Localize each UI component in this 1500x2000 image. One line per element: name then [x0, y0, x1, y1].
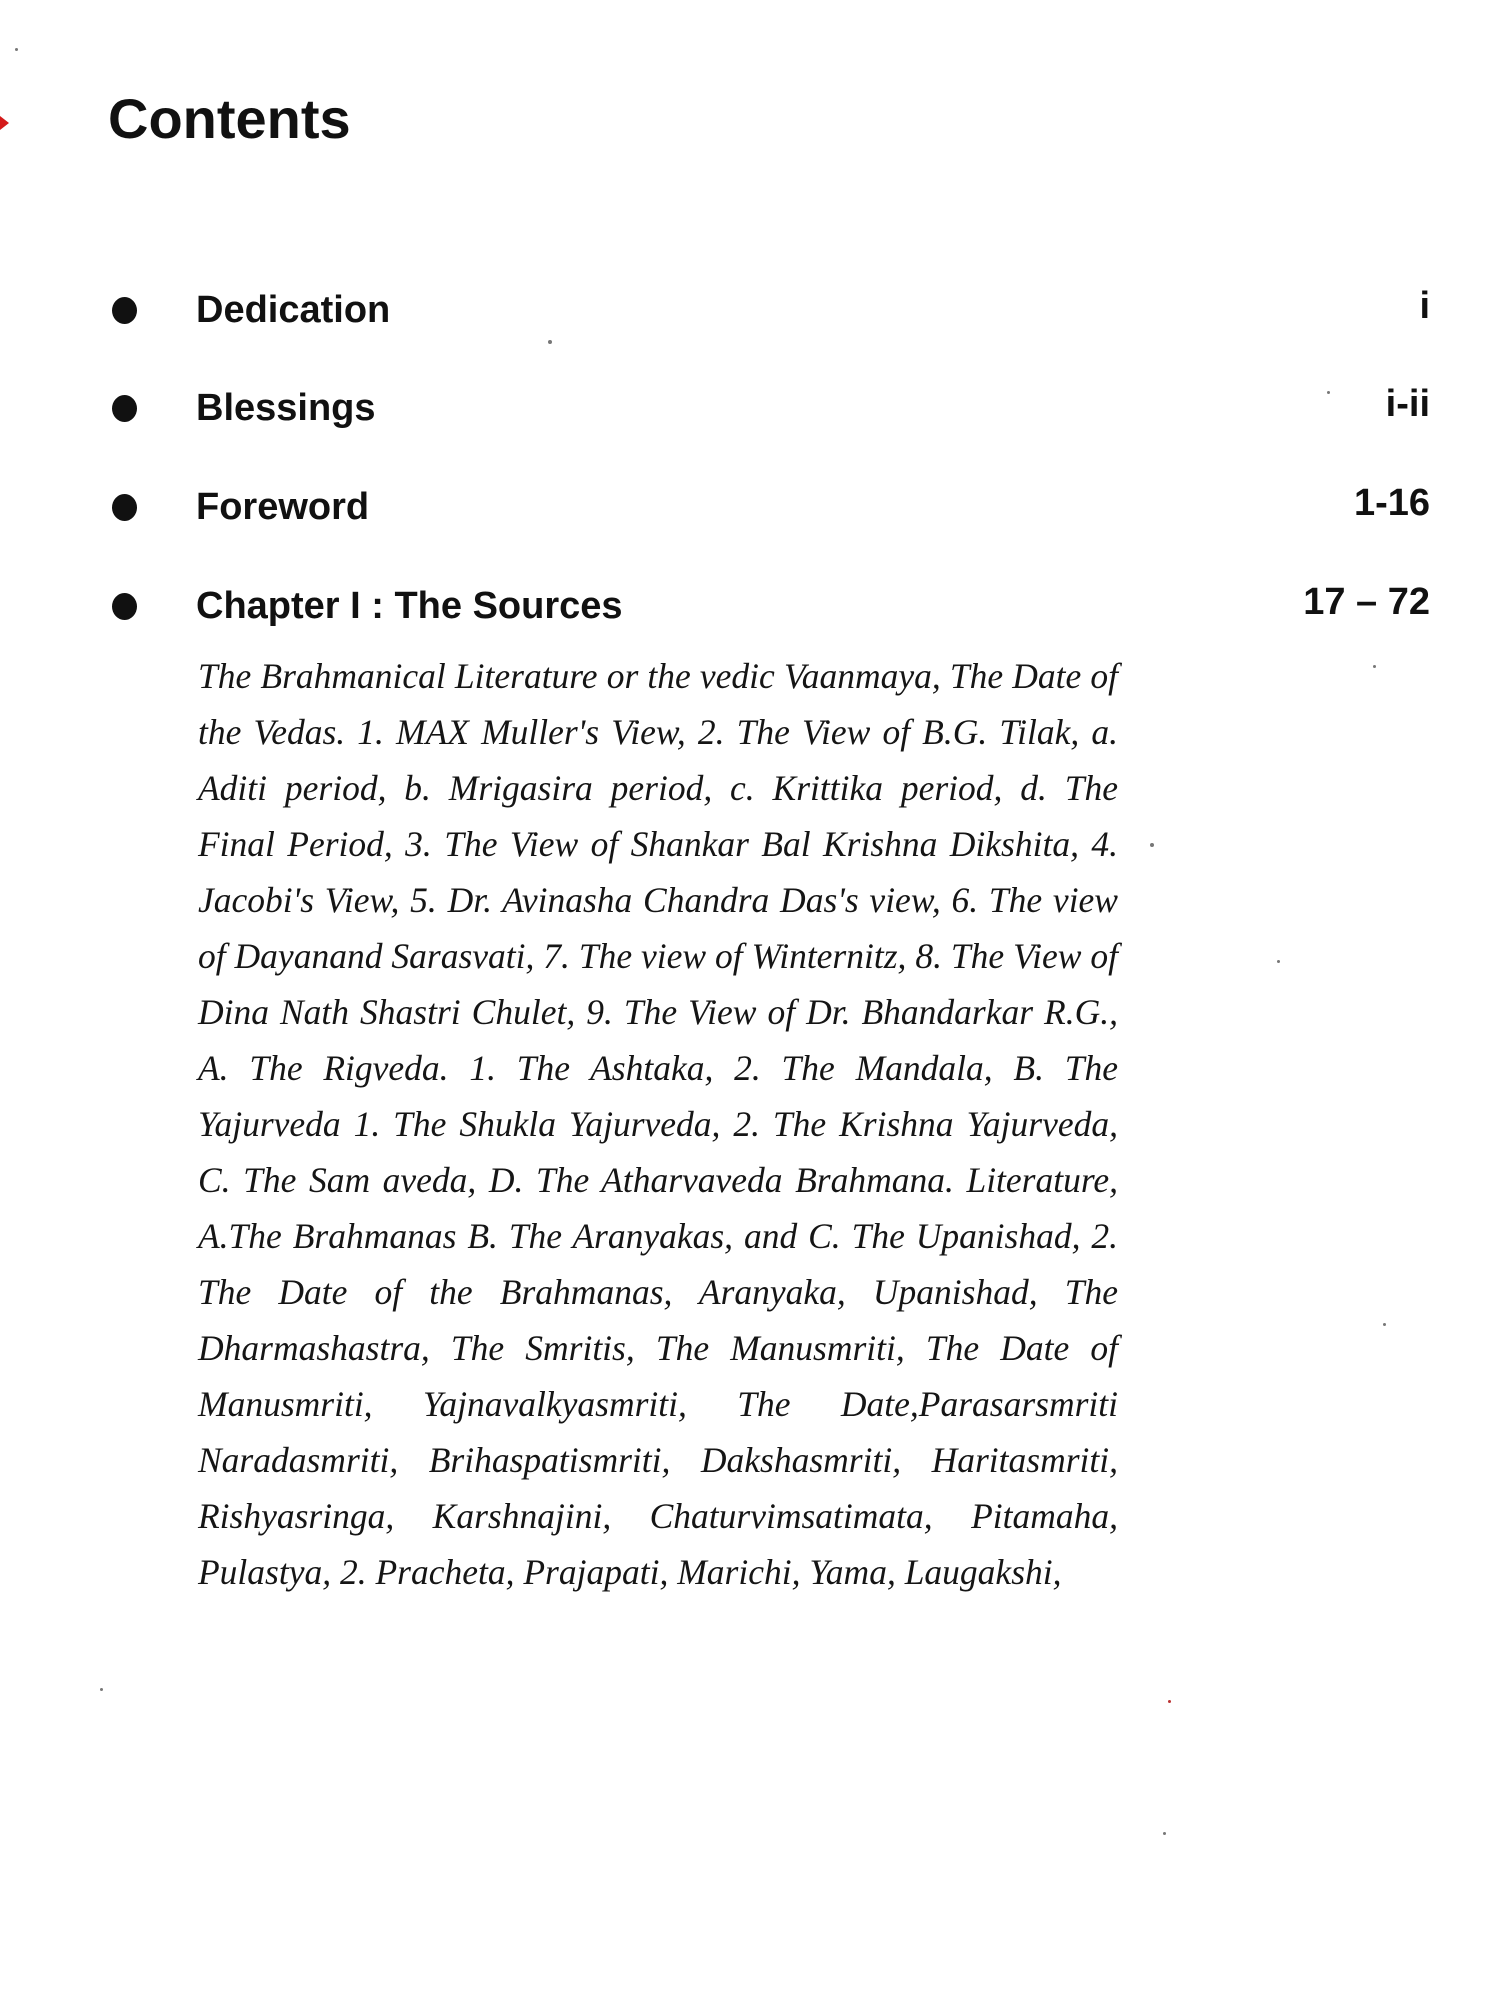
- scan-speck: [1150, 843, 1154, 847]
- red-margin-mark: [0, 116, 9, 130]
- toc-entry-label: Dedication: [196, 289, 391, 331]
- page-title: Contents: [108, 87, 351, 150]
- toc-entry-pages: 17 – 72: [1303, 581, 1430, 623]
- toc-entry-pages: i: [1419, 285, 1430, 327]
- bullet-icon: [112, 297, 137, 324]
- toc-entry-pages: 1-16: [1353, 482, 1430, 524]
- scan-speck: [1163, 1832, 1166, 1835]
- scan-speck: [1383, 1323, 1386, 1326]
- toc-entry-label: Chapter I : The Sources: [196, 585, 623, 627]
- toc-entry-chapter-1: [110, 576, 1430, 636]
- bullet-icon: [112, 395, 137, 422]
- scan-speck: [15, 48, 18, 51]
- scan-speck: [1277, 960, 1280, 963]
- scan-speck: [1327, 391, 1330, 394]
- chapter-1-summary: The Brahmanical Literature or the vedic Vaanmaya, The Date of the Vedas. 1. MAX Muller's View, 2. The View of B.G. Tilak, a. Aditi period, b. Mrigasira period, c. Krittika period, d. The Final Period, 3. The View of Shankar Bal Krishna Dikshita, 4. Jacobi's View, 5. Dr. Avinasha Chandra Das's view, 6. The view of Dayanand Sarasvati, 7. The view of Winternitz, 8. The View of Dina Nath Shastri Chulet, 9. The View of Dr. Bhandarkar R.G., A. The Rigveda. 1. The Ashtaka, 2. The Mandala, B. The Yajurveda 1. The Shukla Yajurveda, 2. The Krishna Yajurveda, C. The Sam aveda, D. The Atharvaveda Brahmana. Literature, A.The Brahmanas B. The Aranyakas, and C. The Upanishad, 2. The Date of the Brahmanas, Aranyaka, Upanishad, The Dharmashastra, The Smritis, The Manusmriti, The Date of Manusmriti, Yajnavalkyasmriti, The Date,Parasarsmriti Naradasmriti, Brihaspatismriti, Dakshasmriti, Haritasmriti, Rishyasringa, Karshnajini, Chaturvimsatimata, Pitamaha, Pulastya, 2. Pracheta, Prajapati, Marichi, Yama, Laugakshi,: [198, 656, 1118, 1592]
- scan-speck: [1373, 665, 1376, 668]
- toc-entry-foreword: [110, 477, 1430, 537]
- toc-entry-label: Foreword: [196, 486, 370, 528]
- toc-entry-label: Blessings: [196, 387, 376, 429]
- toc-entry-blessings: [110, 378, 1430, 438]
- bullet-icon: [112, 593, 137, 620]
- scan-speck: [1168, 1700, 1171, 1703]
- scan-speck: [548, 340, 552, 344]
- scan-speck: [100, 1688, 103, 1691]
- bullet-icon: [112, 494, 137, 521]
- toc-entry-dedication: [110, 280, 1430, 340]
- toc-entry-pages: i-ii: [1385, 383, 1430, 425]
